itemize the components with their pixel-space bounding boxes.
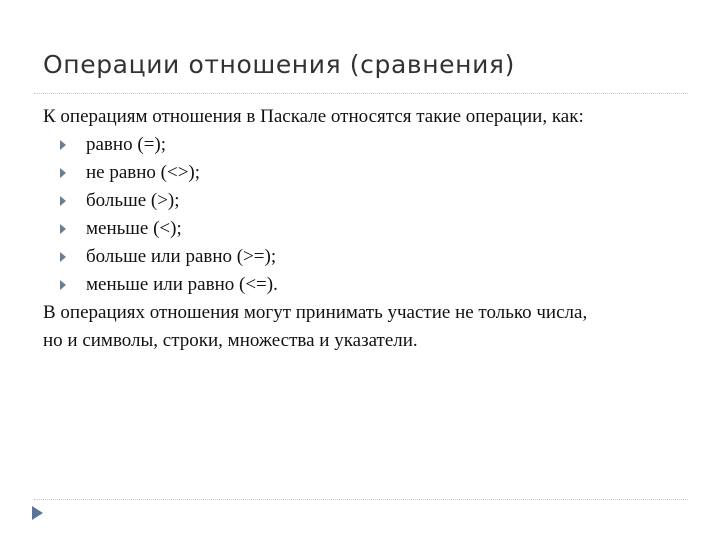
list-item [43,187,693,215]
intro-text: К операциям отношения в Паскале относятся такие операции, как: [43,106,584,127]
list-item-text: больше или равно (>=); [86,246,277,267]
conclusion-line-2: но и символы, строки, множества и указатели. [43,330,418,351]
conclusion-line-1: В операциях отношения могут принимать участие не только числа, [43,302,588,323]
triangle-bullet-icon [60,140,66,150]
slide-title: Операции отношения (сравнения) [43,50,515,79]
list-item-text: меньше или равно (<=). [86,274,278,295]
triangle-bullet-icon [60,168,66,178]
list-item [43,159,693,187]
triangle-bullet-icon [60,224,66,234]
triangle-bullet-icon [60,252,66,262]
list-item-text: меньше (<); [86,218,182,239]
list-item [43,271,693,299]
list-item-text: не равно (<>); [86,162,201,183]
slide-body [43,103,693,355]
title-divider [34,93,688,94]
triangle-bullet-icon [60,280,66,290]
list-item [43,215,693,243]
operations-list [43,131,693,299]
list-item [43,243,693,271]
footer-divider [34,499,688,500]
next-slide-arrow-icon[interactable] [32,506,43,520]
list-item-text: равно (=); [86,134,166,155]
list-item [43,131,693,159]
list-item-text: больше (>); [86,190,180,211]
triangle-bullet-icon [60,196,66,206]
